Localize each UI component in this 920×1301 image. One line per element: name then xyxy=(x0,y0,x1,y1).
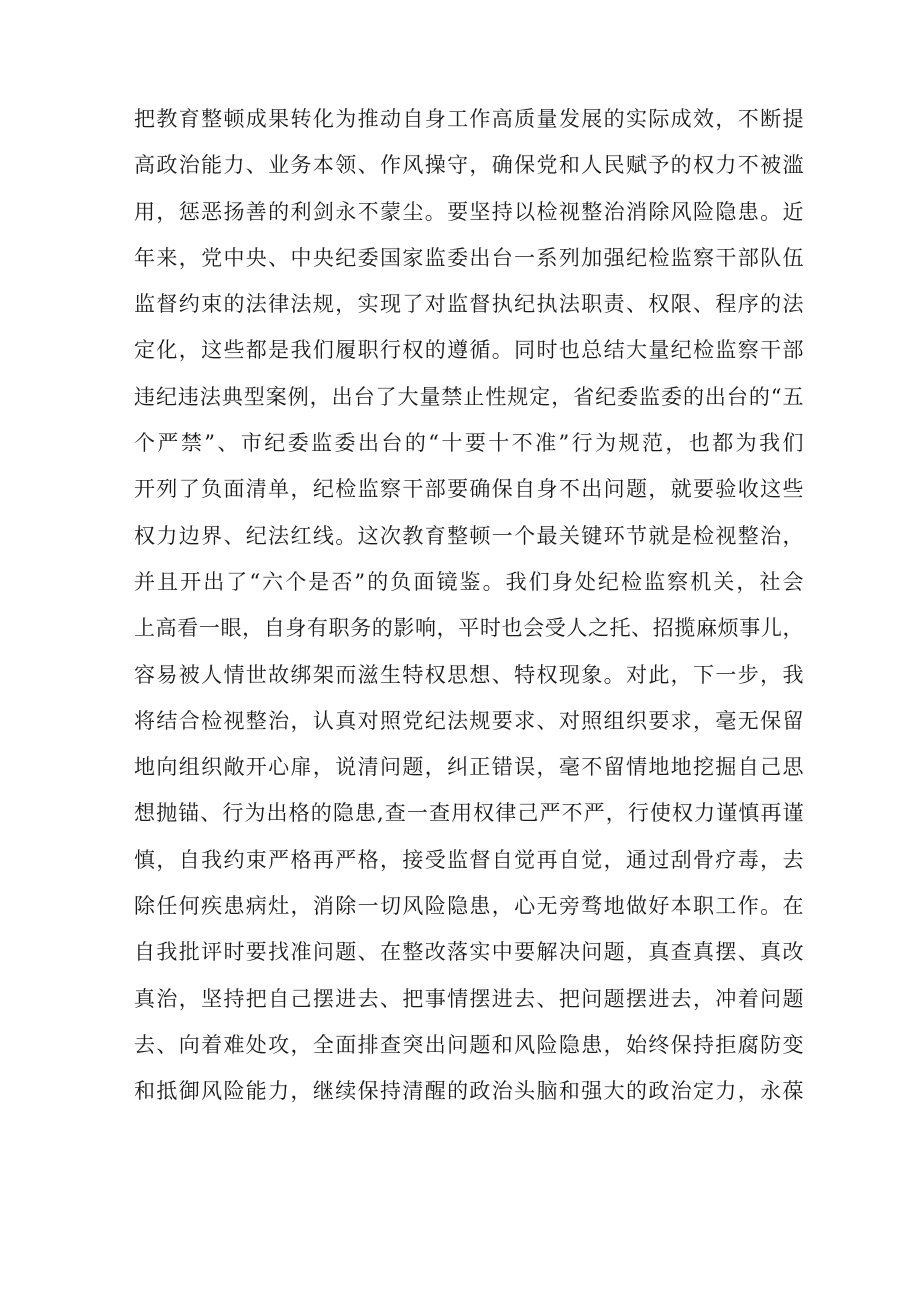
text-line: 和抵御风险能力，继续保持清醒的政治头脑和强大的政治定力，永葆 xyxy=(134,1079,804,1104)
text-line: 慎，自我约束严格再严格，接受监督自觉再自觉，通过刮骨疗毒，去 xyxy=(134,847,804,872)
text-line: 违纪违法典型案例，出台了大量禁止性规定，省纪委监委的出台的“五 xyxy=(134,384,804,409)
text-line: 定化，这些都是我们履职行权的遵循。同时也总结大量纪检监察干部 xyxy=(134,338,804,363)
text-line: 年来，党中央、中央纪委国家监委出台一系列加强纪检监察干部队伍 xyxy=(134,245,804,270)
text-line: 去、向着难处攻，全面排查突出问题和风险隐患，始终保持拒腐防变 xyxy=(134,1032,804,1057)
text-line: 除任何疾患病灶，消除一切风险隐患，心无旁骛地做好本职工作。在 xyxy=(134,894,804,919)
text-line: 监督约束的法律法规，实现了对监督执纪执法职责、权限、程序的法 xyxy=(134,292,804,317)
text-line: 把教育整顿成果转化为推动自身工作高质量发展的实际成效，不断提 xyxy=(134,107,804,131)
text-line: 个严禁”、市纪委监委出台的“十要十不准”行为规范，也都为我们 xyxy=(134,431,804,456)
text-line: 自我批评时要找准问题、在整改落实中要解决问题，真查真摆、真改 xyxy=(134,940,804,965)
text-line: 上高看一眼，自身有职务的影响，平时也会受人之托、招揽麻烦事儿， xyxy=(134,616,804,641)
text-line: 高政治能力、业务本领、作风操守，确保党和人民赋予的权力不被滥 xyxy=(134,153,804,178)
text-line: 想抛锚、行为出格的隐患,查一查用权律己严不严，行使权力谨慎再谨 xyxy=(134,801,804,826)
text-line: 地向组织敞开心扉，说清问题，纠正错误，毫不留情地地挖掘自己思 xyxy=(134,755,804,780)
text-line: 权力边界、纪法红线。这次教育整顿一个最关键环节就是检视整治， xyxy=(134,523,804,548)
text-line: 用，惩恶扬善的利剑永不蒙尘。要坚持以检视整治消除风险隐患。近 xyxy=(134,199,804,224)
text-line: 真治，坚持把自己摆进去、把事情摆进去、把问题摆进去，冲着问题 xyxy=(134,986,804,1011)
text-line: 开列了负面清单，纪检监察干部要确保自身不出问题，就要验收这些 xyxy=(134,477,804,502)
text-line: 并且开出了“六个是否”的负面镜鉴。我们身处纪检监察机关，社会 xyxy=(134,569,804,594)
body-text xyxy=(134,96,804,1115)
text-line: 容易被人情世故绑架而滋生特权思想、特权现象。对此，下一步，我 xyxy=(134,662,804,687)
text-line: 将结合检视整治，认真对照党纪法规要求、对照组织要求，毫无保留 xyxy=(134,708,804,733)
